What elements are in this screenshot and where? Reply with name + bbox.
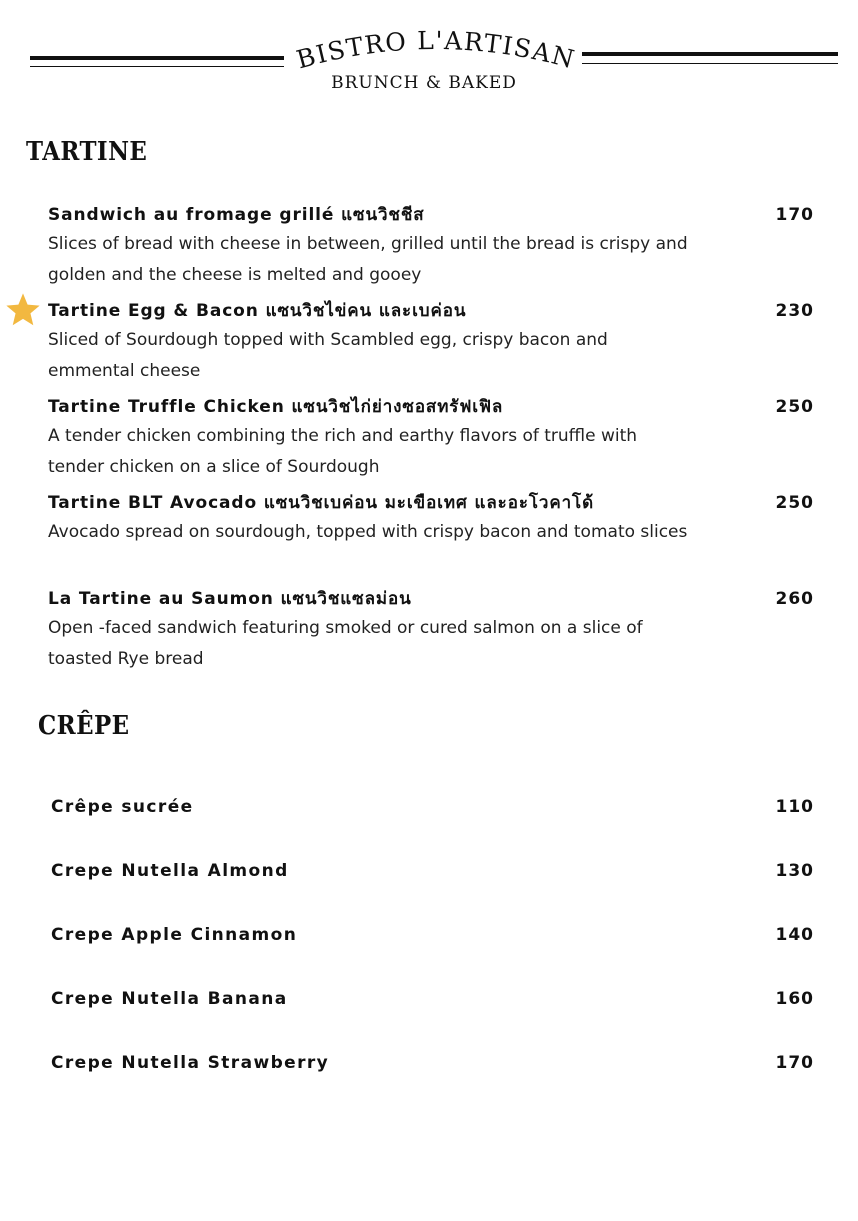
menu-item-price: 110 (775, 797, 814, 817)
menu-item (48, 587, 824, 683)
menu-item-price: 130 (775, 861, 814, 881)
star-icon (4, 291, 42, 329)
section-title-crepe: CRÊPE (38, 711, 130, 741)
menu-item-name: Crepe Nutella Banana (51, 989, 288, 1009)
menu-item-price: 230 (775, 301, 814, 321)
menu-item (48, 491, 824, 587)
menu-item (51, 923, 824, 987)
menu-item (48, 395, 824, 491)
menu-item (51, 987, 824, 1051)
brand-name: BISTRO L'ARTISAN (293, 30, 579, 75)
menu-item-name: Crepe Apple Cinnamon (51, 925, 298, 945)
brand-subtitle: BRUNCH & BAKED (331, 73, 517, 93)
menu-item-description: Open -faced sandwich featuring smoked or cured salmon on a slice of toasted Rye bread (48, 618, 643, 669)
menu-item-name: Tartine Truffle Chicken แซนวิชไก่ย่างซอสทรัฟเฟิล (48, 397, 504, 417)
menu-item-name: Tartine Egg & Bacon แซนวิชไข่คน และเบค่อน (48, 301, 467, 321)
header-rule-left-thin (30, 66, 284, 67)
brand-logo (287, 30, 583, 78)
header-rule-left (30, 56, 284, 60)
menu-item-description: Avocado spread on sourdough, topped with crispy bacon and tomato slices (48, 522, 688, 542)
menu-item-price: 250 (775, 397, 814, 417)
menu-item-name: La Tartine au Saumon แซนวิชแซลม่อน (48, 589, 412, 609)
menu-item-name: Sandwich au fromage grillé แซนวิชชีส (48, 205, 425, 225)
menu-item-name: Crêpe sucrée (51, 797, 194, 817)
header-rule-right (582, 52, 838, 56)
menu-item-price: 140 (775, 925, 814, 945)
menu-item (51, 859, 824, 923)
menu-item (48, 299, 824, 395)
menu-item-description: Sliced of Sourdough topped with Scambled egg, crispy bacon and emmental cheese (48, 330, 608, 381)
menu-item-price: 250 (775, 493, 814, 513)
brand-arch (287, 30, 583, 78)
menu-item (48, 203, 824, 299)
menu-item (51, 795, 824, 859)
header-rule-right-thin (582, 63, 838, 64)
menu-item-name: Crepe Nutella Almond (51, 861, 289, 881)
crepe-list (51, 795, 824, 1115)
menu-item-price: 160 (775, 989, 814, 1009)
menu-item-price: 260 (775, 589, 814, 609)
brand-name-text (293, 30, 578, 74)
menu-item-price: 170 (775, 205, 814, 225)
menu-item-description: Slices of bread with cheese in between, grilled until the bread is crispy and golden and the cheese is melted and gooey (48, 234, 688, 285)
menu-item-name: Tartine BLT Avocado แซนวิชเบค่อน มะเขือเทศ และอะโวคาโด้ (48, 493, 595, 513)
tartine-list (48, 203, 824, 683)
menu-item (51, 1051, 824, 1115)
menu-item-price: 170 (775, 1053, 814, 1073)
menu-item-name: Crepe Nutella Strawberry (51, 1053, 330, 1073)
section-title-tartine: TARTINE (26, 137, 148, 167)
menu-item-description: A tender chicken combining the rich and earthy flavors of truffle with tender chicken on a slice of Sourdough (48, 426, 638, 477)
